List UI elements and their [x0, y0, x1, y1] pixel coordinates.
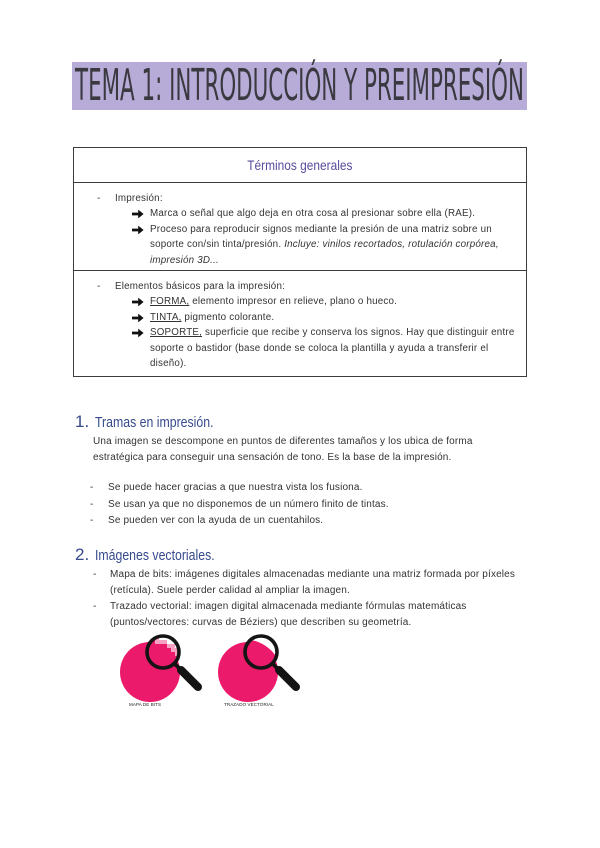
arrow-item — [74, 222, 522, 268]
item-term: TINTA, — [150, 311, 182, 323]
section-intro-paragraph: Una imagen se descompone en puntos de diferentes tamaños y los ubica de forma estratégica para conseguir una sensación de tono. Es la base de la impresión. — [93, 436, 473, 463]
item-text: Proceso para reproducir signos mediante la presión de una matriz sobre un soporte con/sin tinta/presión. — [150, 223, 492, 251]
section-number: 2. — [75, 545, 90, 564]
terms-table-header — [74, 148, 526, 183]
arrow-item — [74, 206, 522, 221]
pixel-square — [159, 656, 163, 660]
pixel-square — [171, 656, 175, 660]
vector-illustration — [207, 635, 296, 712]
pixel-square — [167, 660, 171, 664]
pixel-square — [163, 644, 167, 648]
pixel-square — [171, 652, 175, 656]
magnifier-handle — [279, 670, 296, 687]
arrow-right-icon — [132, 328, 144, 338]
pixel-square — [163, 640, 167, 644]
section-title: Imágenes vectoriales. — [95, 547, 215, 564]
bitmap-illustration — [120, 635, 198, 707]
pixel-square — [159, 644, 163, 648]
item-term: SOPORTE, — [150, 327, 203, 339]
pixel-square — [147, 636, 151, 640]
arrow-item — [74, 325, 522, 371]
pixel-square — [171, 644, 175, 648]
pixel-square — [163, 656, 167, 660]
arrow-right-icon — [132, 209, 144, 219]
pixel-square — [151, 644, 155, 648]
pixel-square — [155, 656, 159, 660]
arrow-item — [74, 294, 522, 309]
section-title: Tramas en impresión. — [95, 414, 214, 431]
row-label: - Impresión: — [74, 191, 526, 206]
terms-row-impresion — [74, 183, 526, 271]
pixel-square — [155, 644, 159, 648]
pixel-square — [171, 648, 175, 652]
pixel-square — [159, 652, 163, 656]
arrow-right-icon — [132, 297, 144, 307]
pixel-square — [159, 648, 163, 652]
arrow-item — [74, 310, 522, 325]
row-label: - Elementos básicos para la impresión: — [74, 279, 526, 294]
section-bullet-list — [90, 480, 508, 530]
pixel-square — [155, 648, 159, 652]
item-text: pigmento colorante. — [181, 311, 275, 323]
item-text: elemento impresor en relieve, plano o hueco. — [189, 296, 398, 308]
pixel-square — [155, 652, 159, 656]
list-item: - Se pueden ver con la ayuda de un cuentahilos. — [90, 513, 508, 530]
item-text: superficie que recibe y conserva los signos. Hay que distinguir entre soporte o bastidor (base donde se coloca la plantilla y ayuda a transferir el diseño). — [150, 327, 515, 370]
section-number: 1. — [75, 412, 90, 431]
pixel-square — [167, 644, 171, 648]
pixel-square — [151, 652, 155, 656]
item-italic-note: Incluye: vinilos recortados, rotulación corpórea, impresión 3D... — [150, 239, 499, 266]
pixel-square — [159, 640, 163, 644]
title-banner — [72, 62, 527, 110]
pixel-square — [167, 656, 171, 660]
item-term: FORMA, — [150, 296, 190, 308]
pixel-square — [179, 660, 183, 664]
pixel-square — [163, 652, 167, 656]
figure-label-bitmap: MAPA DE BITS — [129, 702, 162, 707]
arrow-right-icon — [132, 225, 144, 235]
terms-row-elementos — [74, 271, 526, 376]
section-heading-tramas — [75, 411, 240, 433]
pixel-square — [163, 660, 167, 664]
pixel-square — [159, 660, 163, 664]
pixel-square — [151, 648, 155, 652]
page-title: TEMA 1: INTRODUCCIÓN Y PREIMPRESIÓN — [75, 60, 524, 111]
section-heading-vectoriales — [75, 544, 241, 566]
list-item: - Trazado vectorial: imagen digital almacenada mediante fórmulas matemáticas (puntos/vectores: curvas de Béziers) que describen su geometría. — [93, 599, 524, 631]
item-text: Marca o señal que algo deja en otra cosa al presionar sobre ella (RAE). — [150, 208, 476, 220]
list-item: - Se puede hacer gracias a que nuestra vista los fusiona. — [90, 480, 508, 497]
terms-table — [73, 147, 527, 377]
pixel-square — [155, 640, 159, 644]
section-bullet-list — [93, 567, 524, 631]
figure-label-vector: TRAZADO VECTORIAL — [224, 702, 274, 707]
pixel-square — [151, 656, 155, 660]
pixel-square — [167, 648, 171, 652]
pixel-square — [167, 652, 171, 656]
pixel-square — [163, 648, 167, 652]
arrow-right-icon — [132, 313, 144, 323]
list-item: - Se usan ya que no disponemos de un número finito de tintas. — [90, 497, 508, 514]
pixel-square — [155, 660, 159, 664]
list-item: - Mapa de bits: imágenes digitales almacenadas mediante una matriz formada por píxeles (retícula). Suele perder calidad al ampliar la imagen. — [93, 567, 524, 599]
terms-table-title: Términos generales — [247, 157, 353, 173]
magnifier-handle — [181, 670, 198, 687]
bitmap-vs-vector-figure — [110, 632, 310, 712]
